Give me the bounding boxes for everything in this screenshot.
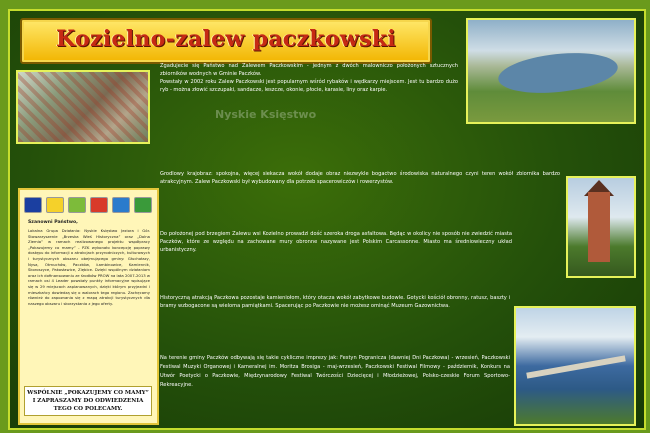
photo-aerial-town: [16, 70, 150, 144]
slogan-box: WSPÓLNIE „POKAZUJEMY CO MAMY” I ZAPRASZAMY DO ODWIEDZENIA TEGO CO POLECAMY.: [24, 386, 152, 416]
title-banner: [20, 18, 432, 64]
prow-logo-icon: [90, 197, 108, 213]
paragraph-5: Historyczną atrakcją Paczkowa pozostaje kamieniołom, który otacza wokół zabytkowe budowle. Gotycki kościół obronny, ratusz, baszty i bramy wzbogacone są wieloma pamiątkami. Spacerując po Paczkowie nie możesz ominąć Muzeum Gazownictwa.: [160, 295, 510, 310]
paragraph-4: Do położonej pod brzegiem Zalewu wsi Kozielno prowadzi dość szeroka droga asfaltowa. Będąc w okolicy nie sposób nie zwiedzić miasta Paczków, które ze względu na zachowane mury obronne nazywane jest Polskim Carcassonne. Miasto ma średniowieczny układ urbanistyczny.: [160, 231, 512, 254]
partner-logo-icon: [112, 197, 130, 213]
events-list: [160, 354, 510, 390]
paragraph-2: Powstały w 2002 roku Zalew Paczkowski jest popularnym wśród rybaków i wędkarzy miejscem. Jest tu bardzo dużo ryb - można złowić szczupaki, sandacze, leszcze, okonie, płocie, karasie, liny oraz karpie.: [160, 79, 458, 94]
paragraph-block-5: [160, 294, 510, 310]
paragraph-1: Zgadujecie się Państwo nad Zalewem Paczkowskim - jednym z dwóch malowniczo położonych sztucznych zbiorników wodnych w Gminie Paczków.: [160, 63, 458, 78]
leader-logo-icon: [46, 197, 64, 213]
roofs-texture: [18, 72, 148, 142]
info-box: [18, 188, 159, 425]
paragraph-block-3: [160, 170, 560, 186]
photo-dam: [514, 306, 636, 426]
paragraph-6: Na terenie gminy Paczków odbywają się takie cykliczne imprezy jak: Festyn Pogranicza (dawniej Dni Paczkowa) - wrzesień, Paczkowski Festiwal Muzyki Organowej i Kameralnej im. Moritza Brosiga - maj-wrzesień, Paczkowski Festiwal Filmowy - październik, Konkurs na Utwór Poetycki o Paczkowie, Międzynarodowy Festiwal Twórczości Dziecięcej i Młodzieżowej, Polsko-czeskie Forum Sportowo-Rekreacyjne.: [160, 355, 510, 388]
lake-shape: [496, 48, 619, 98]
partner-logo-icon-2: [134, 197, 152, 213]
dam-shape: [526, 355, 626, 378]
info-greeting: Szanowni Państwo,: [28, 220, 78, 225]
photo-tower: [566, 176, 636, 278]
watermark-text: Nyskie Księstwo: [215, 108, 317, 121]
paragraph-block-4: [160, 230, 512, 254]
page-title: Kozielno-zalew paczkowski: [56, 26, 396, 52]
lgd-logo-icon: [68, 197, 86, 213]
paragraph-intro: [160, 62, 458, 94]
tower-body: [588, 192, 610, 262]
photo-lake-aerial: [466, 18, 636, 124]
logo-strip: [24, 196, 153, 214]
eu-flag-icon: [24, 197, 42, 213]
paragraph-3: Grodlowy krajobraz: spokojna, więcej siekacza wokół dodaje obraz niezwykle bogactwo środowiska naturalnego czyni teren wokół zbiornika bardzo atrakcyjnym. Zalew Paczkowski był wybudowany dla potrzeb spacerowiczów i rowerzystów.: [160, 171, 560, 186]
info-body: Lokalna Grupa Działania: Nyskie Księstwo Jeziora i Gór. Stowarzyszenie „Brzeska Wieś Historyczna” oraz „Dolna Ziemia” w ramach realizowanego projektu współpracy „Pokazujemy co mamy” - PZK wykonało koncepcję poprawy dostępu do informacji o atrakcjach przyrodniczych, kulturowych i turystycznych obszaru obejmującego gminy: Głuchołazy, Nysa, Otmuchów, Paczków, Łambinowice, Kamiennik, Skoroszyce, Pakosławice, Ziębice. Dzięki wspólnym działaniom oraz ich dofinansowaniu ze środków PROW na lata 2007-2013 w ramach osi 4 Leader powstały punkty informacyjne wpisujące się w 29 miejscach zaplanowanych, dzięki którym przyjezdni i mieszkańcy dowiedzą się o walorach tego regionu. Zachęcamy również do zapoznania się z mapą atrakcji turystycznych dla naszego obszaru i skorzystania z jego oferty.: [28, 228, 150, 306]
